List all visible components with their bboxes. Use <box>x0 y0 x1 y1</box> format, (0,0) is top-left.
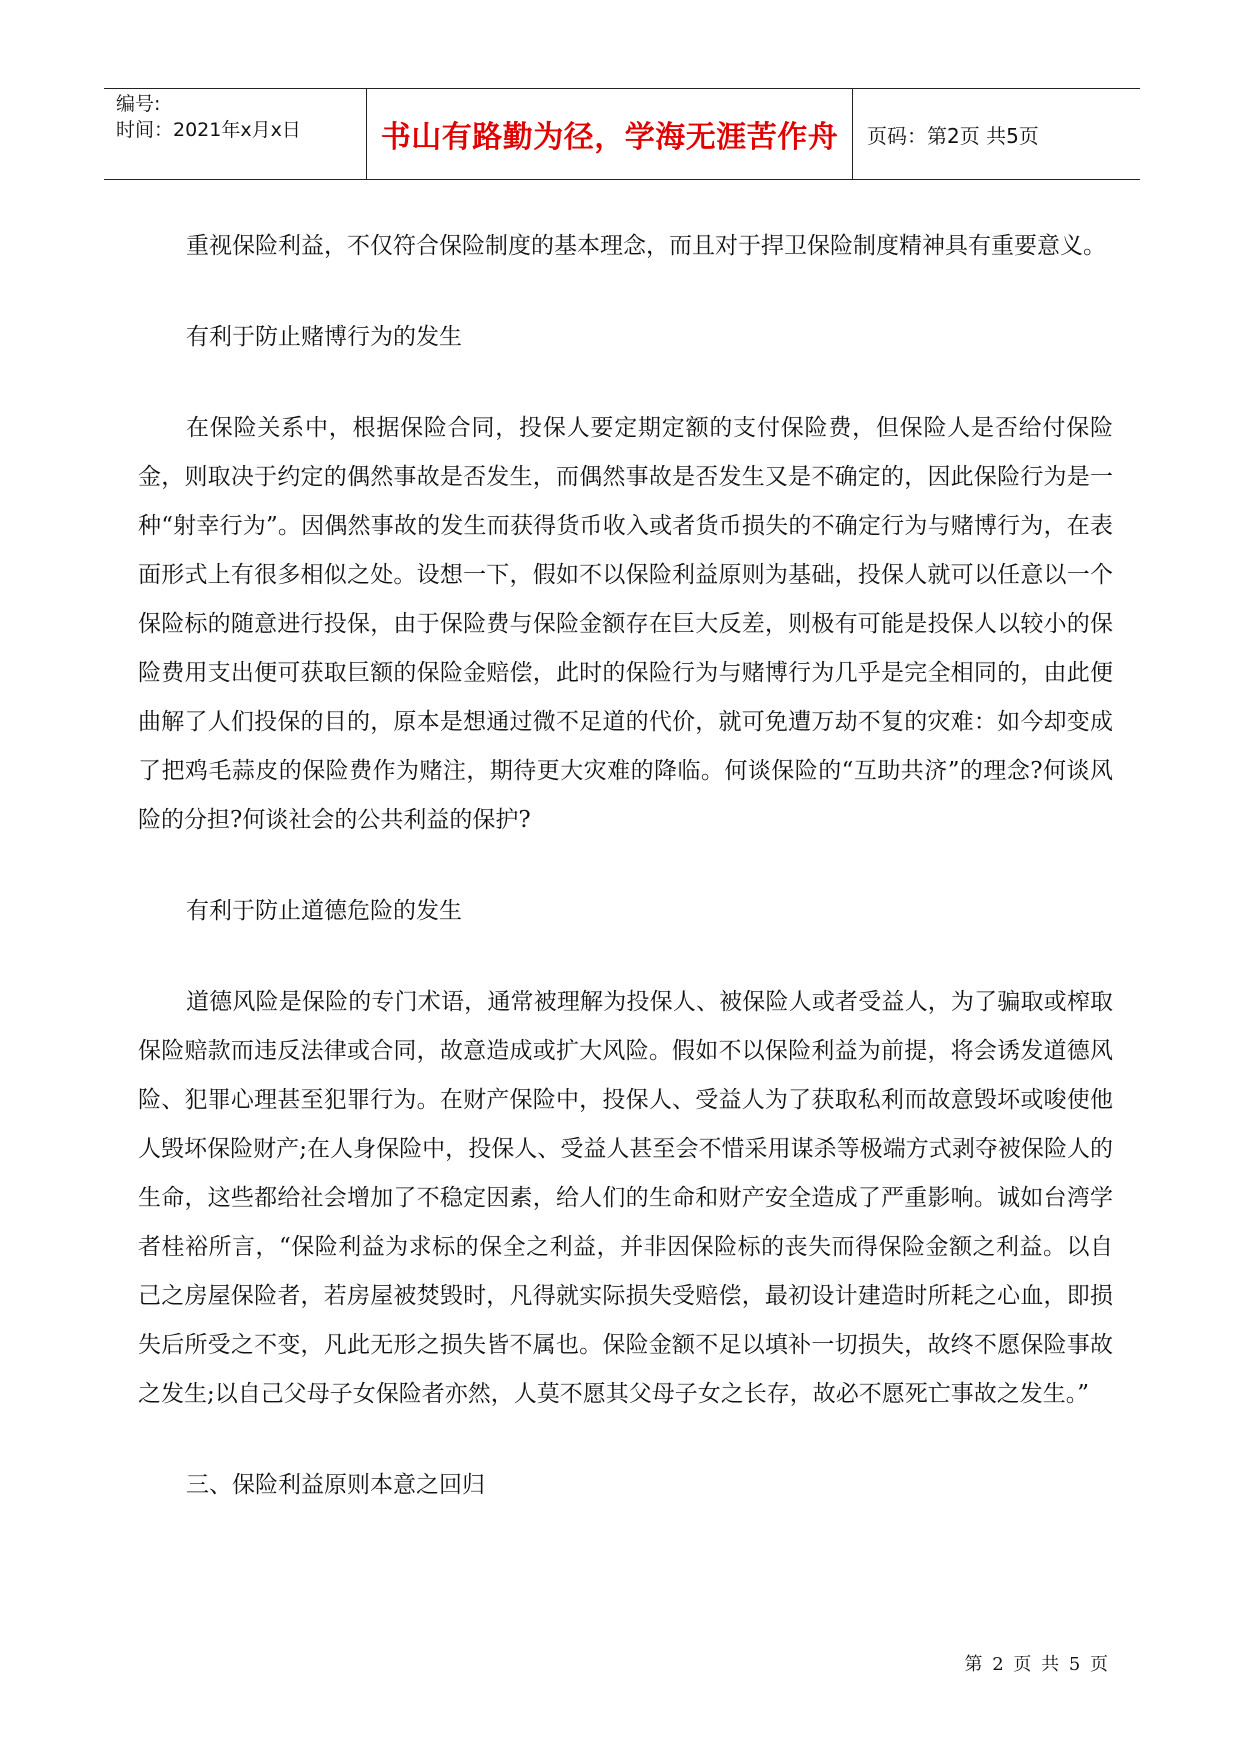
page-footer: 第 2 页 共 5 页 <box>964 1654 1110 1675</box>
time-label: 时间：2021年x月x日 <box>116 119 301 141</box>
section-heading: 三、保险利益原则本意之回归 <box>186 1472 485 1498</box>
section-heading: 有利于防止赌博行为的发生 <box>186 324 462 350</box>
document-body <box>138 222 1113 1510</box>
section-heading: 有利于防止道德危险的发生 <box>186 898 462 924</box>
body-paragraph: 重视保险利益，不仅符合保险制度的基本理念，而且对于捍卫保险制度精神具有重要意义。 <box>186 233 1106 259</box>
header-page-cell <box>853 89 1140 179</box>
serial-number-label: 编号: <box>116 93 161 115</box>
motto-text: 书山有路勤为径，学海无涯苦作舟 <box>380 120 839 155</box>
body-paragraph: 道德风险是保险的专门术语，通常被理解为投保人、被保险人或者受益人，为了骗取或榨取保险赔款而违反法律或合同，故意造成或扩大风险。假如不以保险利益为前提，将会诱发道德风险、犯罪心理甚至犯罪行为。在财产保险中，投保人、受益人为了获取私利而故意毁坏或唆使他人毁坏保险财产;在人身保险中，投保人、受益人甚至会不惜采用谋杀等极端方式剥夺被保险人的生命，这些都给社会增加了不稳定因素，给人们的生命和财产安全造成了严重影响。诚如台湾学者桂裕所言，“保险利益为求标的保全之利益，并非因保险标的丧失而得保险金额之利益。以自己之房屋保险者，若房屋被焚毁时，凡得就实际损失受赔偿，最初设计建造时所耗之心血，即损失后所受之不变，凡此无形之损失皆不属也。保险金额不足以填补一切损失，故终不愿保险事故之发生;以自己父母子女保险者亦然，人莫不愿其父母子女之长存，故必不愿死亡事故之发生。” <box>138 989 1113 1407</box>
page-header <box>104 88 1140 180</box>
header-motto-cell <box>367 89 853 179</box>
body-paragraph: 在保险关系中，根据保险合同，投保人要定期定额的支付保险费，但保险人是否给付保险金，则取决于约定的偶然事故是否发生，而偶然事故是否发生又是不确定的，因此保险行为是一种“射幸行为”。因偶然事故的发生而获得货币收入或者货币损失的不确定行为与赌博行为，在表面形式上有很多相似之处。设想一下，假如不以保险利益原则为基础，投保人就可以任意以一个保险标的随意进行投保，由于保险费与保险金额存在巨大反差，则极有可能是投保人以较小的保险费用支出便可获取巨额的保险金赔偿，此时的保险行为与赌博行为几乎是完全相同的，由此便曲解了人们投保的目的，原本是想通过微不足道的代价，就可免遭万劫不复的灾难：如今却变成了把鸡毛蒜皮的保险费作为赌注，期待更大灾难的降临。何谈保险的“互助共济”的理念?何谈风险的分担?何谈社会的公共利益的保护? <box>138 415 1113 833</box>
header-meta-cell <box>104 89 367 179</box>
page-number-label: 页码：第2页 共5页 <box>867 123 1039 148</box>
